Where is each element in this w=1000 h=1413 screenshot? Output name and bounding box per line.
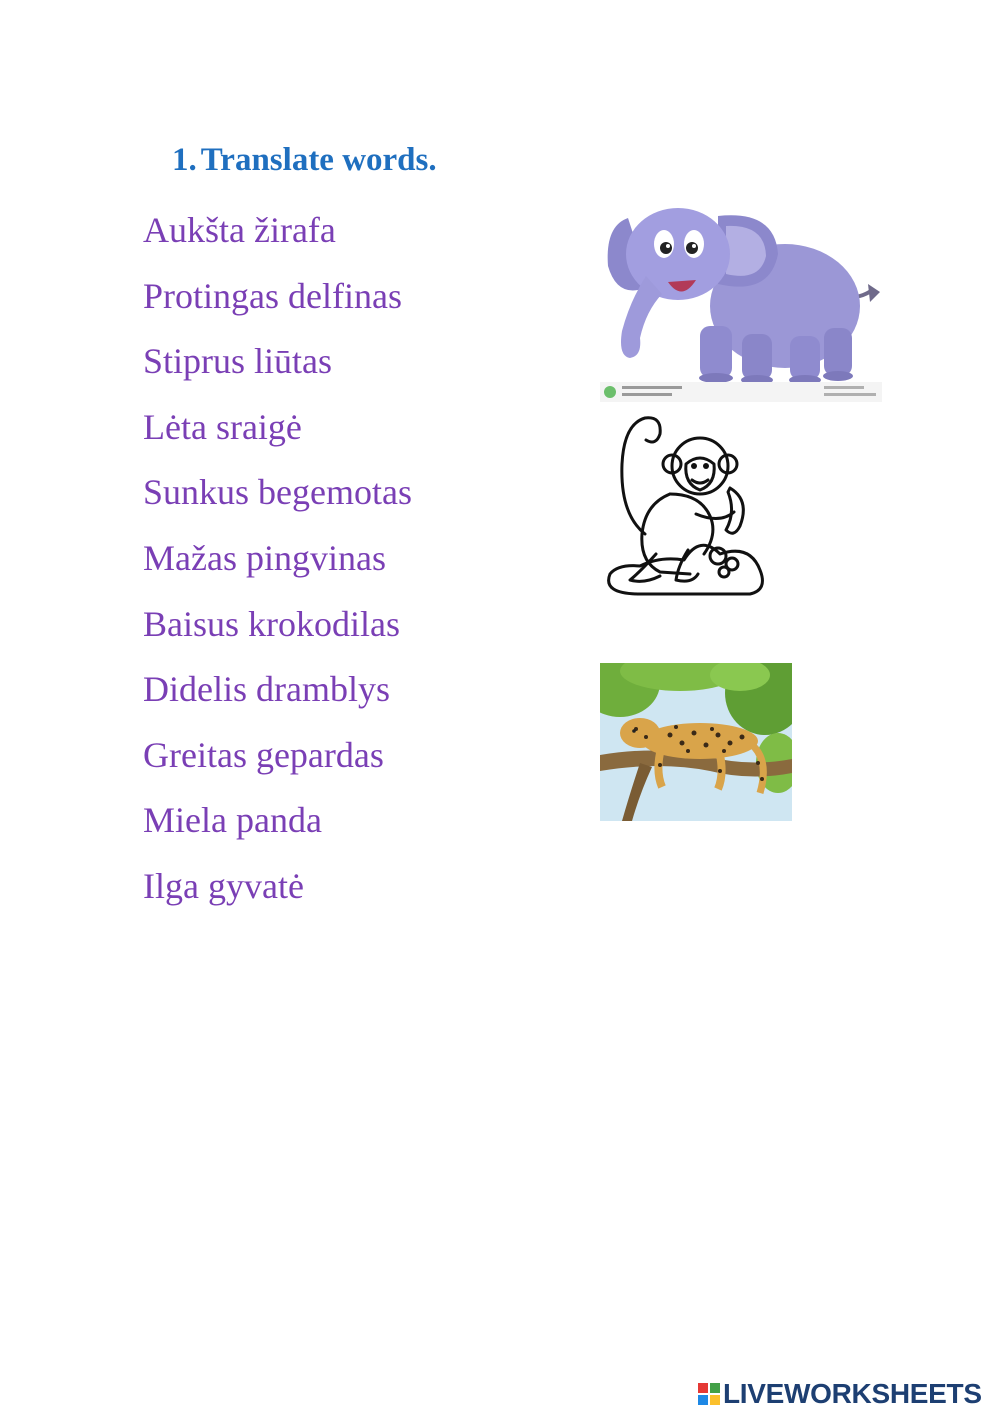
- word-item: Mažas pingvinas: [143, 537, 386, 578]
- exercise-number: 1.: [172, 142, 197, 178]
- word-list: [143, 208, 412, 930]
- word-item: Aukšta žirafa: [143, 210, 336, 250]
- exercise-title: Translate words.: [200, 142, 437, 178]
- word-item: Miela panda: [143, 800, 322, 841]
- word-item: Stiprus liūtas: [143, 341, 333, 382]
- word-item: Didelis dramblys: [143, 669, 390, 710]
- word-item: Sunkus begemotas: [143, 472, 412, 513]
- liveworksheets-brand: [698, 1377, 982, 1411]
- exercise-heading: [172, 142, 437, 179]
- word-item: Protingas delfinas: [143, 275, 402, 316]
- word-item: Ilga gyvatė: [143, 865, 304, 906]
- leopard-picture: [600, 663, 792, 821]
- liveworksheets-logo-icon: [698, 1383, 720, 1405]
- monkey-picture: [600, 404, 770, 600]
- word-item: Baisus krokodilas: [143, 603, 400, 644]
- elephant-picture: [600, 206, 882, 402]
- brand-name: LIVEWORKSHEETS: [723, 1378, 982, 1409]
- word-item: Lėta sraigė: [143, 406, 302, 447]
- word-item: Greitas gepardas: [143, 734, 384, 775]
